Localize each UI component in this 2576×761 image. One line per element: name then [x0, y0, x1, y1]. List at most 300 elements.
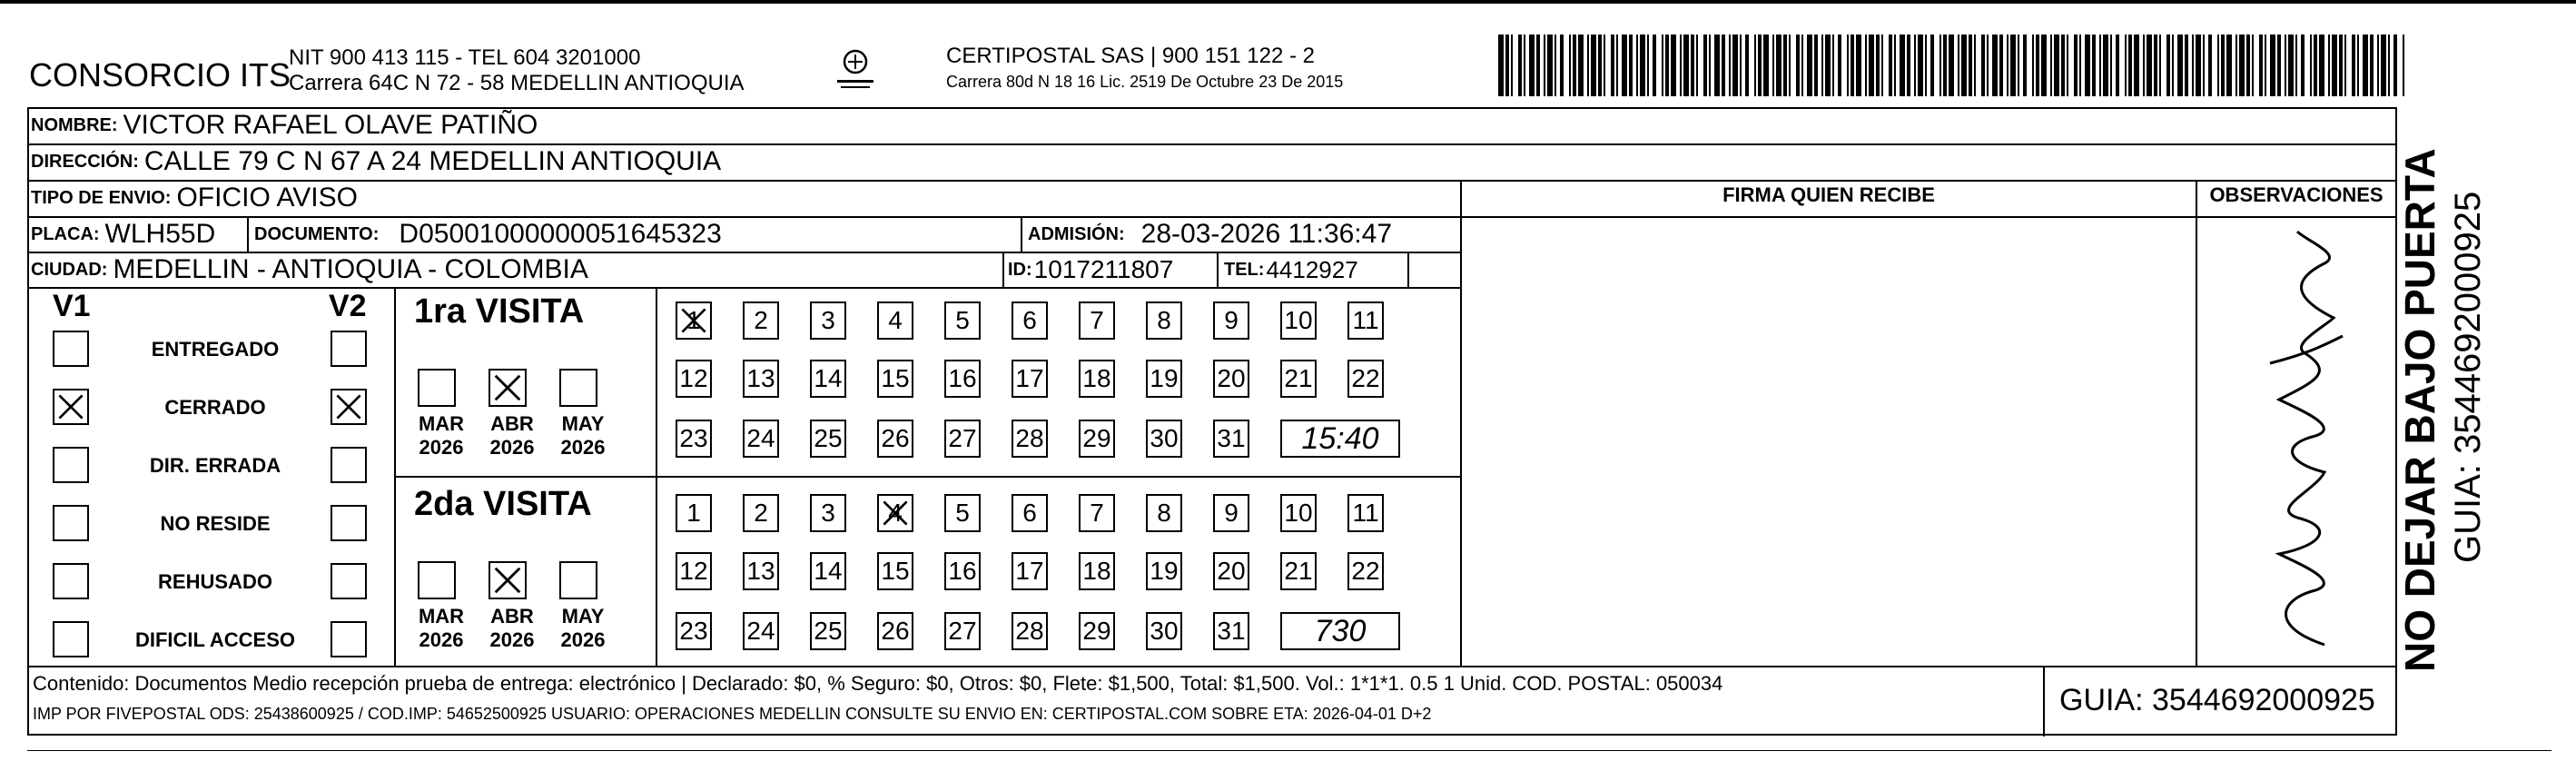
day-box[interactable]: [944, 301, 981, 340]
barcode-bar: [2196, 35, 2201, 96]
barcode-bar: [1754, 35, 1756, 96]
barcode-bar: [2061, 35, 2065, 96]
barcode-bar: [2177, 35, 2183, 96]
plate-label: PLACA:: [31, 223, 100, 244]
barcode-bar: [1587, 35, 1589, 96]
day-number: 11: [1352, 499, 1379, 527]
day-box[interactable]: [1347, 301, 1384, 340]
id-row: [1008, 252, 1173, 287]
day-number: 1: [686, 306, 701, 334]
day-box[interactable]: [1146, 420, 1182, 458]
time-box[interactable]: 730: [1280, 612, 1400, 650]
barcode-bar: [2018, 35, 2019, 96]
day-number: 12: [679, 557, 708, 585]
day-box[interactable]: [1079, 552, 1115, 590]
month-checkbox[interactable]: [418, 561, 456, 599]
barcode-bar: [1865, 35, 1867, 96]
day-box[interactable]: [1079, 612, 1115, 650]
barcode-bar: [1789, 35, 1791, 96]
day-box[interactable]: [1213, 360, 1249, 398]
day-check-mark: [677, 303, 710, 338]
barcode-bar: [1807, 35, 1812, 96]
send-type-label: TIPO DE ENVIO:: [31, 187, 172, 208]
month-checkbox[interactable]: [489, 369, 527, 407]
day-number: 16: [948, 364, 977, 392]
barcode-bar: [2143, 35, 2145, 96]
status-v1-checkbox[interactable]: [53, 447, 89, 483]
month-label: [414, 605, 469, 652]
barcode-bar: [1999, 35, 2003, 96]
day-box[interactable]: [1012, 552, 1048, 590]
day-box[interactable]: [810, 301, 846, 340]
barcode-bar: [1949, 35, 1954, 96]
day-number: 26: [881, 617, 910, 645]
day-number: 8: [1157, 306, 1171, 334]
barcode-bar: [1529, 35, 1535, 96]
status-v2-checkbox[interactable]: [331, 505, 367, 541]
barcode-bar: [1547, 35, 1553, 96]
day-box[interactable]: [1012, 420, 1048, 458]
day-box[interactable]: [1146, 552, 1182, 590]
barcode-bar: [1832, 35, 1834, 96]
status-v2-checkbox[interactable]: [331, 621, 367, 657]
company-line-1: NIT 900 413 115 - TEL 604 3201000: [289, 45, 641, 70]
day-number: 23: [679, 617, 708, 645]
day-box[interactable]: [743, 420, 779, 458]
day-box[interactable]: [810, 552, 846, 590]
day-box[interactable]: [1280, 552, 1317, 590]
day-box[interactable]: [1012, 612, 1048, 650]
barcode-bar: [2265, 35, 2266, 96]
day-box[interactable]: [1079, 301, 1115, 340]
barcode-bar: [2288, 35, 2294, 96]
day-box[interactable]: [1079, 420, 1115, 458]
barcode-bar: [1974, 35, 1976, 96]
barcode-bar: [2099, 35, 2101, 96]
send-type-value: OFICIO AVISO: [176, 183, 358, 212]
visit2-title: 2da VISITA: [414, 485, 592, 523]
courier-line-1: CERTIPOSTAL SAS | 900 151 122 - 2: [946, 44, 1315, 68]
day-box[interactable]: [810, 612, 846, 650]
plate-value: WLH55D: [104, 219, 216, 249]
barcode-bar: [1560, 35, 1564, 96]
city-row: [31, 252, 588, 287]
day-number: 25: [814, 617, 843, 645]
observations-header: OBSERVACIONES: [2209, 183, 2384, 206]
barcode-bar: [2370, 35, 2374, 96]
barcode-bar: [1518, 35, 1522, 96]
status-v1-checkbox[interactable]: [53, 621, 89, 657]
day-number: 2: [754, 499, 768, 527]
barcode-bar: [1851, 35, 1854, 96]
time-box[interactable]: 15:40: [1280, 420, 1400, 458]
day-box[interactable]: [877, 420, 913, 458]
v2-label: V2: [329, 289, 367, 323]
barcode-bar: [1943, 35, 1947, 96]
barcode-bar: [2314, 35, 2317, 96]
day-number: 3: [821, 306, 835, 334]
day-number: 6: [1022, 499, 1037, 527]
day-number: 26: [881, 424, 910, 452]
address-label: DIRECCIÓN:: [31, 151, 139, 172]
barcode-bar: [1536, 35, 1540, 96]
barcode-bar: [1772, 35, 1774, 96]
day-number: 7: [1090, 499, 1104, 527]
month-label: [414, 412, 469, 460]
day-number: 31: [1217, 617, 1246, 645]
day-box[interactable]: [1146, 301, 1182, 340]
barcode-bar: [2110, 35, 2112, 96]
day-box[interactable]: [1079, 494, 1115, 532]
barcode-bar: [1709, 35, 1711, 96]
barcode-bar: [2010, 35, 2016, 96]
day-number: 22: [1351, 557, 1380, 585]
barcode-bar: [1578, 35, 1584, 96]
barcode-bar: [2036, 35, 2039, 96]
barcode-bar: [2295, 35, 2297, 96]
day-box[interactable]: [1012, 494, 1048, 532]
day-number: 6: [1022, 306, 1037, 334]
barcode-bar: [2007, 35, 2008, 96]
barcode-bar: [1925, 35, 1927, 96]
day-box[interactable]: [810, 420, 846, 458]
day-box[interactable]: [743, 612, 779, 650]
day-number: 25: [814, 424, 843, 452]
month-checkbox[interactable]: [559, 561, 597, 599]
day-number: 9: [1224, 306, 1239, 334]
barcode-bar: [2159, 35, 2161, 96]
barcode-bar: [2128, 35, 2132, 96]
barcode-bar: [2363, 35, 2368, 96]
barcode-bar: [1801, 35, 1803, 96]
barcode-bar: [2239, 35, 2245, 96]
footer-guia: GUIA: 3544692000925: [2059, 683, 2375, 717]
barcode-bar: [1814, 35, 1818, 96]
status-label: DIFICIL ACCESO: [134, 628, 295, 651]
barcode-bar: [1524, 35, 1525, 96]
barcode-bar: [1511, 35, 1513, 96]
signature-header: FIRMA QUIEN RECIBE: [1722, 183, 1935, 206]
tel-label: TEL:: [1224, 259, 1265, 280]
day-box[interactable]: [743, 360, 779, 398]
status-v1-checkbox[interactable]: [53, 389, 89, 425]
barcode-bar: [1544, 35, 1545, 96]
barcode-bar: [1505, 35, 1509, 96]
barcode-bar: [1498, 35, 1504, 96]
document-value: D05001000000051645323: [399, 219, 722, 249]
barcode-bar: [1961, 35, 1967, 96]
day-box[interactable]: [1146, 612, 1182, 650]
day-number: 10: [1284, 499, 1313, 527]
barcode-bar: [1918, 35, 1923, 96]
top-border: [0, 0, 2576, 4]
barcode-bar: [1662, 35, 1663, 96]
day-box[interactable]: [743, 494, 779, 532]
barcode-bar: [1894, 35, 1896, 96]
day-box[interactable]: [1079, 360, 1115, 398]
day-box[interactable]: [1347, 360, 1384, 398]
status-v1-checkbox[interactable]: [53, 331, 89, 367]
day-box[interactable]: [877, 612, 913, 650]
barcode-bar: [2125, 35, 2127, 96]
day-number: 23: [679, 424, 708, 452]
day-number: 28: [1015, 617, 1044, 645]
day-number: 20: [1217, 364, 1246, 392]
barcode-bar: [2032, 35, 2034, 96]
day-box[interactable]: [1347, 552, 1384, 590]
company-name: CONSORCIO ITS: [29, 56, 291, 94]
day-box[interactable]: [1146, 494, 1182, 532]
barcode-bar: [2054, 35, 2059, 96]
barcode-bar: [1740, 35, 1742, 96]
barcode: [1498, 35, 2406, 96]
barcode-bar: [2246, 35, 2250, 96]
day-number: 18: [1082, 364, 1111, 392]
barcode-bar: [1856, 35, 1861, 96]
address-row: [31, 144, 721, 179]
barcode-bar: [2226, 35, 2232, 96]
barcode-bar: [2381, 35, 2386, 96]
barcode-bar: [1598, 35, 1602, 96]
day-box[interactable]: [676, 552, 712, 590]
barcode-bar: [1680, 35, 1682, 96]
day-number: 20: [1217, 557, 1246, 585]
barcode-bar: [2277, 35, 2281, 96]
barcode-bar: [1847, 35, 1849, 96]
barcode-bar: [1776, 35, 1781, 96]
status-v2-checkbox[interactable]: [331, 331, 367, 367]
day-box[interactable]: [1213, 420, 1249, 458]
day-number: 15: [881, 364, 910, 392]
day-box[interactable]: [1280, 494, 1317, 532]
status-v2-checkbox[interactable]: [331, 563, 367, 599]
barcode-bar: [1821, 35, 1823, 96]
tel-row: [1224, 252, 1358, 287]
admission-label: ADMISIÓN:: [1028, 223, 1125, 244]
barcode-bar: [1722, 35, 1725, 96]
day-number: 8: [1157, 499, 1171, 527]
barcode-bar: [2185, 35, 2188, 96]
barcode-bar: [2134, 35, 2139, 96]
barcode-bar: [1914, 35, 1916, 96]
barcode-bar: [2259, 35, 2263, 96]
day-number: 22: [1351, 364, 1380, 392]
month-checkbox[interactable]: [489, 561, 527, 599]
day-number: 18: [1082, 557, 1111, 585]
month-checkbox[interactable]: [418, 369, 456, 407]
status-label: DIR. ERRADA: [149, 454, 281, 477]
day-box[interactable]: [1280, 360, 1317, 398]
day-number: 24: [746, 424, 775, 452]
day-number: 14: [814, 364, 843, 392]
barcode-bar: [2074, 35, 2078, 96]
barcode-bar: [1696, 35, 1698, 96]
barcode-bar: [2344, 35, 2346, 96]
admission-row: [1028, 217, 1392, 252]
day-box[interactable]: [810, 494, 846, 532]
city-value: MEDELLIN - ANTIOQUIA - COLOMBIA: [113, 254, 588, 284]
day-box[interactable]: [1012, 301, 1048, 340]
month-checkbox[interactable]: [559, 369, 597, 407]
day-number: 15: [881, 557, 910, 585]
barcode-bar: [2192, 35, 2194, 96]
day-box[interactable]: [944, 612, 981, 650]
month-label: [556, 605, 610, 652]
barcode-bar: [1969, 35, 1972, 96]
barcode-bar: [2217, 35, 2219, 96]
barcode-bar: [1703, 35, 1707, 96]
barcode-bar: [1992, 35, 1998, 96]
barcode-bar: [2319, 35, 2324, 96]
id-value: 1017211807: [1033, 255, 1174, 283]
status-v1-checkbox[interactable]: [53, 563, 89, 599]
month-year: 2026: [419, 628, 464, 651]
day-box[interactable]: [944, 552, 981, 590]
day-number: 4: [888, 306, 903, 334]
id-label: ID:: [1008, 259, 1032, 280]
day-number: 9: [1224, 499, 1239, 527]
day-box[interactable]: [1213, 301, 1249, 340]
day-number: 31: [1217, 424, 1246, 452]
barcode-bar: [1958, 35, 1959, 96]
barcode-bar: [2388, 35, 2390, 96]
barcode-bar: [1745, 35, 1749, 96]
month-label: [485, 605, 539, 652]
day-check-mark: [879, 496, 912, 530]
month-label: [556, 412, 610, 460]
tel-value: 4412927: [1266, 255, 1358, 283]
day-box[interactable]: [743, 301, 779, 340]
status-v1-checkbox[interactable]: [53, 505, 89, 541]
send-type-row: [31, 181, 358, 215]
day-box[interactable]: [1213, 612, 1249, 650]
barcode-bar: [1907, 35, 1910, 96]
day-box[interactable]: [676, 420, 712, 458]
day-number: 27: [948, 424, 977, 452]
barcode-bar: [1930, 35, 1934, 96]
day-box[interactable]: [1213, 494, 1249, 532]
courier-line-2: Carrera 80d N 18 16 Lic. 2519 De Octubre 23 De 2015: [946, 73, 1344, 91]
day-box[interactable]: [810, 360, 846, 398]
day-box[interactable]: [743, 552, 779, 590]
barcode-bar: [2285, 35, 2286, 96]
month-year: 2026: [419, 436, 464, 459]
company-line-2: Carrera 64C N 72 - 58 MEDELLIN ANTIOQUIA: [289, 71, 745, 95]
day-box[interactable]: [944, 360, 981, 398]
day-box[interactable]: [1012, 360, 1048, 398]
name-value: VICTOR RAFAEL OLAVE PATIÑO: [123, 110, 538, 140]
day-number: 7: [1090, 306, 1104, 334]
status-label: REHUSADO: [158, 570, 272, 593]
month-name: ABR: [490, 605, 534, 628]
barcode-bar: [1683, 35, 1689, 96]
barcode-bar: [1604, 35, 1605, 96]
barcode-bar: [2050, 35, 2052, 96]
visit1-title: 1ra VISITA: [414, 292, 585, 331]
barcode-bar: [1825, 35, 1831, 96]
barcode-bar: [1640, 35, 1645, 96]
barcode-bar: [1732, 35, 1738, 96]
v1-label: V1: [53, 289, 91, 323]
barcode-bar: [2328, 35, 2330, 96]
day-number: 27: [948, 617, 977, 645]
status-label: CERRADO: [164, 396, 266, 419]
barcode-bar: [1573, 35, 1576, 96]
status-v2-checkbox[interactable]: [331, 447, 367, 483]
barcode-bar: [2221, 35, 2225, 96]
day-box[interactable]: [944, 494, 981, 532]
barcode-bar: [2166, 35, 2170, 96]
barcode-bar: [2041, 35, 2047, 96]
day-number: 13: [746, 364, 775, 392]
month-year: 2026: [489, 628, 535, 651]
day-box[interactable]: [877, 494, 913, 532]
barcode-bar: [1838, 35, 1841, 96]
day-number: 11: [1352, 306, 1379, 334]
barcode-bar: [1616, 35, 1618, 96]
day-number: 28: [1015, 424, 1044, 452]
day-box[interactable]: [1280, 301, 1317, 340]
day-number: 30: [1150, 617, 1179, 645]
barcode-bar: [1981, 35, 1985, 96]
day-box[interactable]: [944, 420, 981, 458]
barcode-bar: [1714, 35, 1720, 96]
day-box[interactable]: [676, 612, 712, 650]
day-number: 17: [1015, 364, 1044, 392]
day-number: 29: [1082, 424, 1111, 452]
day-number: 4: [888, 499, 903, 527]
day-number: 19: [1150, 557, 1179, 585]
day-box[interactable]: [1213, 552, 1249, 590]
day-box[interactable]: [676, 360, 712, 398]
barcode-bar: [1554, 35, 1556, 96]
barcode-bar: [1758, 35, 1762, 96]
day-number: 2: [754, 306, 768, 334]
day-number: 17: [1015, 557, 1044, 585]
barcode-bar: [2270, 35, 2275, 96]
barcode-bar: [1939, 35, 1941, 96]
day-box[interactable]: [676, 494, 712, 532]
day-number: 3: [821, 499, 835, 527]
barcode-bar: [1653, 35, 1656, 96]
barcode-bar: [2154, 35, 2157, 96]
barcode-bar: [1665, 35, 1669, 96]
barcode-bar: [2332, 35, 2337, 96]
barcode-bar: [1691, 35, 1694, 96]
barcode-bar: [1671, 35, 1676, 96]
day-box[interactable]: [1347, 494, 1384, 532]
barcode-bar: [1591, 35, 1596, 96]
day-box[interactable]: [1146, 360, 1182, 398]
address-value: CALLE 79 C N 67 A 24 MEDELLIN ANTIOQUIA: [143, 146, 722, 176]
barcode-bar: [2116, 35, 2119, 96]
barcode-bar: [2085, 35, 2090, 96]
barcode-bar: [2357, 35, 2359, 96]
status-v2-checkbox[interactable]: [331, 389, 367, 425]
day-box[interactable]: [877, 552, 913, 590]
barcode-bar: [1881, 35, 1883, 96]
document-label: DOCUMENTO:: [254, 223, 380, 244]
barcode-bar: [1622, 35, 1627, 96]
month-name: ABR: [490, 412, 534, 435]
day-box[interactable]: [676, 301, 712, 340]
barcode-bar: [1876, 35, 1880, 96]
barcode-bar: [2352, 35, 2355, 96]
month-year: 2026: [560, 628, 606, 651]
barcode-bar: [2067, 35, 2068, 96]
day-box[interactable]: [877, 301, 913, 340]
day-box[interactable]: [877, 360, 913, 398]
